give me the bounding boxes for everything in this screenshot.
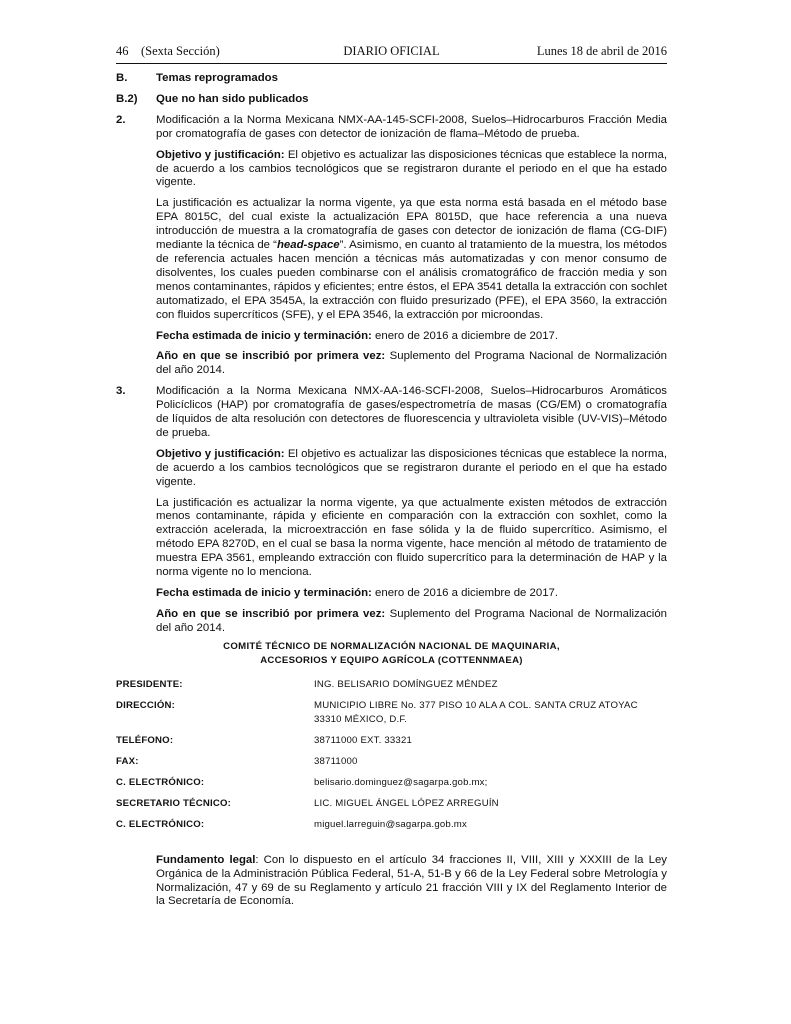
president-value: ING. BELISARIO DOMÍNGUEZ MÉNDEZ [314,678,498,690]
phone-value: 38711000 EXT. 33321 [314,734,413,746]
norm-item-title [116,114,667,142]
president-label: PRESIDENTE: [116,678,183,690]
publication-date: Lunes 18 de abril de 2016 [536,44,667,58]
item-number: 2. [116,113,126,126]
address-line: 33310 MÉXICO, D.F. [314,713,408,725]
page-number: 46 [116,44,129,58]
section-label: (Sexta Sección) [141,44,220,58]
legal-basis-text: : Con lo dispuesto en el artículo 34 fracciones II, VIII, XIII y XXXIII de la Ley Orgánica de la Administración Pública Federal, 51-A, 51-B y 66 de la Ley Federal sobre Metrología y Normalización, 47 y 69 de su Reglamento y artículo 21 fracción VIII y IX del Reglamento Interior de la Secretaría de Economía. [156,853,667,908]
year-text: Suplemento del Programa Nacional de Normalización del año 2014. [156,607,667,634]
justification-emphasis: head-space [276,239,340,252]
phone-row [116,734,667,748]
publication-title: DIARIO OFICIAL [343,44,440,58]
date-text: enero de 2016 a diciembre de 2017. [371,587,559,599]
objective-label: Objetivo y justificación: [156,447,285,460]
committee-line: COMITÉ TÉCNICO DE NORMALIZACIÓN NACIONAL DE MAQUINARIA, [223,640,560,652]
page-header [116,44,667,64]
fax-row [116,755,667,769]
justification-text: La justificación es actualizar la norma vigente, ya que esta norma está basada en el método base EPA 8015C, del cual existe la actualización EPA 8015D, que hace referencia a una nueva introducción de muestra a la cromatografía de gases con detector de ionización de flama (CG-DIF) mediante la técnica de “ [156,197,667,252]
item-title: Modificación a la Norma Mexicana NMX-AA-145-SCFI-2008, Suelos–Hidrocarburos Fracción Media por cromatografía de gases con detector de ionización de flama–Método de prueba. [156,113,667,140]
section-code: B.2) [116,92,138,105]
fax-label: FAX: [116,755,139,767]
email-value[interactable]: miguel.larreguin@sagarpa.gob.mx [314,818,467,830]
norm-item-title [116,385,667,441]
address-label: DIRECCIÓN: [116,699,176,711]
justification-paragraph [156,497,667,580]
legal-basis-label: Fundamento legal [156,853,256,866]
email-row [116,776,667,790]
date-paragraph [156,587,667,601]
year-label: Año en que se inscribió por primera vez: [156,607,386,620]
justification-text: La justificación es actualizar la norma vigente, ya que actualmente existen métodos de extracción menos contaminante, rápida y eficiente en comparación con la extracción con soxhlet, como la extracción acelerada, la microextracción en fase sólida y la de fluido supercrítico. Asimismo, el método EPA 8270D, en el cual se basa la norma vigente, hace mención al método de tratamiento de muestra EPA 3561, empleando extracción con fluido supercrítico para la determinación de HAP y la norma vigente no lo menciona. [156,496,667,579]
date-text: enero de 2016 a diciembre de 2017. [371,329,559,342]
secretary-row [116,797,667,811]
email-label: C. ELECTRÓNICO: [116,818,205,830]
date-paragraph [156,330,667,344]
objective-label: Objetivo y justificación: [156,148,285,161]
objective-text: El objetivo es actualizar las disposiciones técnicas que establece la norma, de acuerdo a los cambios tecnológicos que se registraron durante el periodo en el que ha estado vigente. [156,148,668,189]
legal-basis-paragraph [156,854,667,910]
section-b2-heading [116,93,667,107]
objective-paragraph [156,149,667,191]
section-title: Temas reprogramados [156,72,278,84]
document-body [116,72,667,909]
address-row [116,699,667,727]
section-title: Que no han sido publicados [156,92,309,105]
address-value [314,699,667,727]
secretary-label: SECRETARIO TÉCNICO: [116,797,232,809]
justification-text-cont: ”. Asimismo, en cuanto al tratamiento de la muestra, los métodos de referencia actuales hacen mención a técnicas más automatizadas y con menor consumo de disolventes, los cuales pueden combinarse con el análisis cromatográfico de fracción media y son menos contaminantes, rápidos y eficientes; entre éstos, el EPA 3541 detalla la extracción con sochlet automatizado, el EPA 3545A, la extracción con fluido presurizado (PFE), el EPA 3560, la extracción con fluidos supercríticos (SFE), y el EPA 3546, la extracción por microondas. [156,239,667,321]
email-row [116,818,667,832]
president-row [116,678,667,692]
fax-value: 38711000 [314,755,358,767]
year-paragraph [156,350,667,378]
section-b-heading [116,72,667,86]
year-text: Suplemento del Programa Nacional de Normalización del año 2014. [156,350,667,377]
email-label: C. ELECTRÓNICO: [116,776,205,788]
committee-heading [116,640,667,669]
objective-paragraph [156,448,667,490]
year-paragraph [156,608,667,636]
date-label: Fecha estimada de inicio y terminación: [156,329,372,342]
committee-line: ACCESORIOS Y EQUIPO AGRÍCOLA (COTTENNMAEA) [260,655,523,667]
email-value[interactable]: belisario.dominguez@sagarpa.gob.mx; [314,776,488,788]
phone-label: TELÉFONO: [116,734,174,746]
address-line: MUNICIPIO LIBRE No. 377 PISO 10 ALA A COL. SANTA CRUZ ATOYAC [314,699,638,711]
item-number: 3. [116,385,126,398]
item-title: Modificación a la Norma Mexicana NMX-AA-146-SCFI-2008, Suelos–Hidrocarburos Aromáticos Policíclicos (HAP) por cromatografía de gases/espectrometría de masas (CG/EM) o cromatografía de líquidos de alta resolución con detectores de fluorescencia y ultravioleta visible (UV-VIS)–Método de prueba. [156,385,667,439]
date-label: Fecha estimada de inicio y terminación: [156,587,372,599]
year-label: Año en que se inscribió por primera vez: [156,350,386,363]
objective-text: El objetivo es actualizar las disposiciones técnicas que establece la norma, de acuerdo a los cambios tecnológicos que se registraron durante el periodo en el que ha estado vigente. [156,447,668,488]
secretary-value: LIC. MIGUEL ÁNGEL LÓPEZ ARREGUÍN [314,797,499,809]
section-code: B. [116,72,128,84]
justification-paragraph [156,197,667,322]
